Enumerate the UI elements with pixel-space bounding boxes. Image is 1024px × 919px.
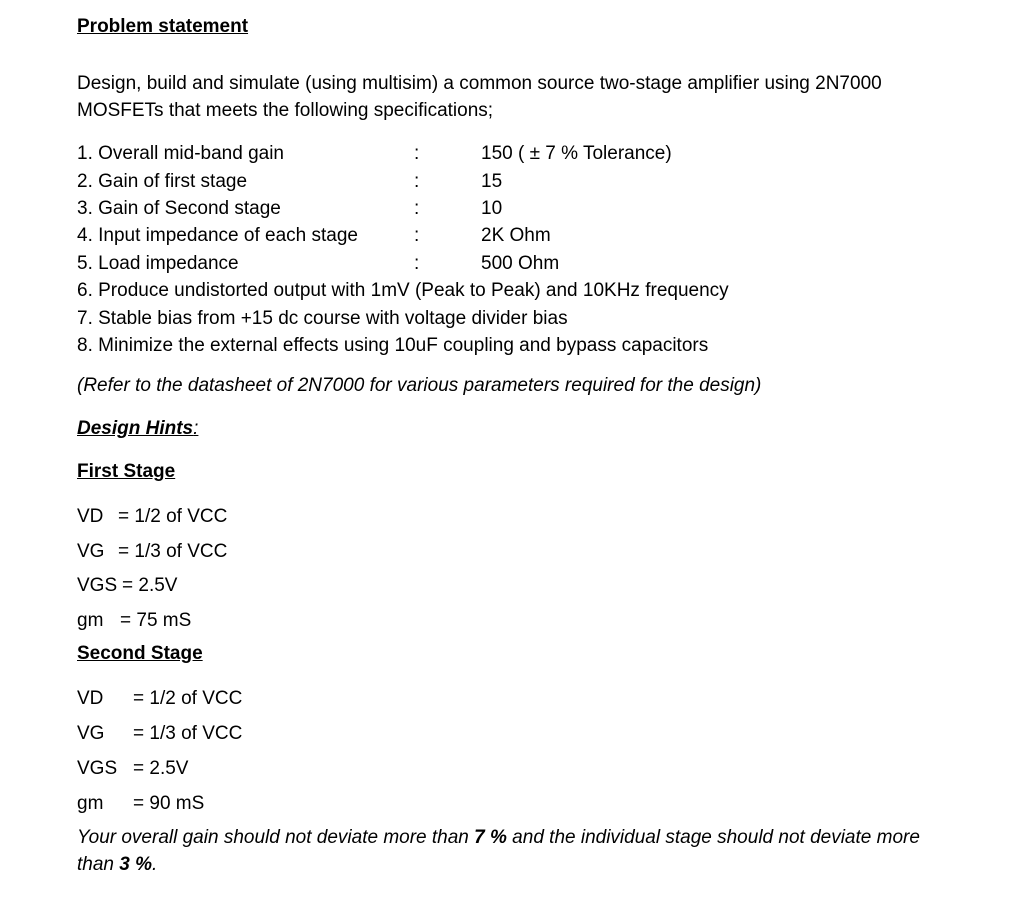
- hint-key: VD: [77, 506, 104, 527]
- first-stage-heading: First Stage: [77, 461, 176, 482]
- design-hints-heading: [77, 418, 198, 440]
- spec-colon: :: [414, 253, 420, 274]
- spec-label: 4. Input impedance of each stage: [77, 225, 358, 246]
- closing-bold-overall: 7 %: [474, 827, 507, 848]
- hint-key: VG: [77, 541, 105, 562]
- spec-value: 10: [481, 198, 503, 219]
- hint-key: gm: [77, 610, 104, 631]
- closing-bold-stage: 3 %: [119, 854, 153, 875]
- spec-value: 500 Ohm: [481, 253, 560, 274]
- hint-value: = 75 mS: [120, 610, 192, 631]
- design-hints-title: Design Hints: [77, 418, 194, 439]
- spec-label: 2. Gain of first stage: [77, 171, 248, 192]
- hint-value: = 1/3 of VCC: [118, 541, 228, 562]
- closing-text: .: [152, 854, 158, 875]
- spec-colon: :: [414, 171, 420, 192]
- second-stage-heading: Second Stage: [77, 643, 203, 664]
- spec-item-extra: 8. Minimize the external effects using 10uF coupling and bypass capacitors: [77, 335, 709, 356]
- design-hints-colon: :: [193, 418, 199, 439]
- spec-label: 1. Overall mid-band gain: [77, 143, 284, 164]
- hint-value: = 2.5V: [133, 758, 189, 779]
- spec-colon: :: [414, 143, 420, 164]
- hint-value: = 1/2 of VCC: [118, 506, 228, 527]
- closing-text: and the individual stage should not deviate more than: [77, 827, 920, 875]
- spec-colon: :: [414, 198, 420, 219]
- spec-value: 150 ( ± 7 % Tolerance): [481, 143, 672, 164]
- spec-label: 3. Gain of Second stage: [77, 198, 281, 219]
- datasheet-note: (Refer to the datasheet of 2N7000 for various parameters required for the design): [77, 375, 762, 396]
- spec-label: 5. Load impedance: [77, 253, 239, 274]
- hint-key: VGS: [77, 575, 118, 596]
- problem-statement-heading: Problem statement: [77, 16, 249, 37]
- hint-key: gm: [77, 793, 104, 814]
- closing-paragraph: [77, 824, 962, 878]
- spec-colon: :: [414, 225, 420, 246]
- spec-value: 2K Ohm: [481, 225, 551, 246]
- spec-item-extra: 7. Stable bias from +15 dc course with voltage divider bias: [77, 308, 568, 329]
- hint-key: VGS: [77, 758, 118, 779]
- spec-value: 15: [481, 171, 503, 192]
- hint-value: = 1/3 of VCC: [133, 723, 243, 744]
- hint-value: = 2.5V: [122, 575, 178, 596]
- intro-paragraph: Design, build and simulate (using multisim) a common source two-stage amplifier using 2N7000 MOSFETs that meets the following specifications;: [77, 73, 882, 121]
- hint-value: = 90 mS: [133, 793, 205, 814]
- hint-value: = 1/2 of VCC: [133, 688, 243, 709]
- hint-key: VD: [77, 688, 104, 709]
- spec-item-extra: 6. Produce undistorted output with 1mV (Peak to Peak) and 10KHz frequency: [77, 280, 729, 301]
- hint-key: VG: [77, 723, 105, 744]
- closing-text: Your overall gain should not deviate more than: [77, 827, 475, 848]
